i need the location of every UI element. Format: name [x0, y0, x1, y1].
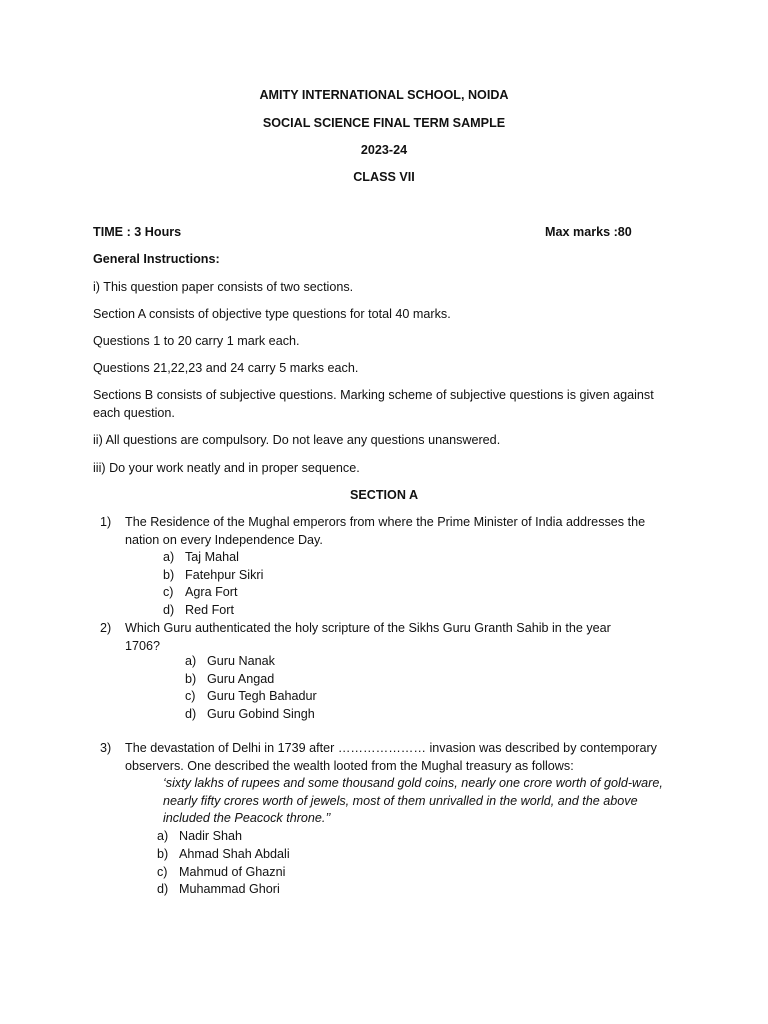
option-text: Guru Gobind Singh [207, 707, 315, 721]
option [157, 881, 280, 899]
option-text: Nadir Shah [179, 829, 243, 843]
option [163, 602, 234, 620]
option-letter: b) [163, 568, 175, 582]
question-text: Which Guru authenticated the holy scripture of the Sikhs Guru Granth Sahib in the year 1706? [125, 621, 611, 653]
option [185, 653, 275, 671]
option-text: Guru Nanak [207, 654, 275, 668]
instruction-line: Section A consists of objective type questions for total 40 marks. [93, 307, 451, 321]
option-letter: a) [185, 654, 197, 668]
option-text: Guru Tegh Bahadur [207, 689, 317, 703]
option-letter: b) [185, 672, 197, 686]
instructions-heading: General Instructions: [93, 252, 220, 266]
school-name: AMITY INTERNATIONAL SCHOOL, NOIDA [259, 88, 509, 102]
option-letter: a) [163, 550, 175, 564]
academic-year: 2023-24 [360, 143, 408, 157]
question-number: 2) [100, 621, 112, 635]
option-letter: d) [163, 603, 175, 617]
option-letter: c) [185, 689, 196, 703]
question-quote: ‘sixty lakhs of rupees and some thousand gold coins, nearly one crore worth of gold-ware, nearly fifty crores worth of jewels, most of them unrivalled in the world, and the above included the Peacock throne.’’ [163, 776, 663, 826]
option-letter: c) [163, 585, 174, 599]
instruction-line: ii) All questions are compulsory. Do not leave any questions unanswered. [93, 433, 501, 447]
question-number: 3) [100, 741, 112, 755]
option [185, 688, 317, 706]
instruction-line: Questions 21,22,23 and 24 carry 5 marks each. [93, 361, 359, 375]
option [163, 584, 238, 602]
option-text: Muhammad Ghori [179, 882, 280, 896]
class-label: CLASS VII [353, 170, 415, 184]
option [157, 828, 242, 846]
option [163, 549, 239, 567]
max-marks: Max marks :80 [545, 225, 632, 239]
option-text: Fatehpur Sikri [185, 568, 264, 582]
option [157, 864, 285, 882]
question-text: The devastation of Delhi in 1739 after ………………… invasion was described by contemporary observers. One described the wealth looted from the Mughal treasury as follows: [125, 741, 657, 773]
instruction-line: Sections B consists of subjective questions. Marking scheme of subjective questions is given against each question. [93, 388, 654, 420]
option-text: Mahmud of Ghazni [179, 865, 286, 879]
instruction-line: iii) Do your work neatly and in proper sequence. [93, 461, 360, 475]
instruction-line: Questions 1 to 20 carry 1 mark each. [93, 334, 300, 348]
option [185, 671, 274, 689]
option [157, 846, 290, 864]
option-letter: a) [157, 829, 169, 843]
option [163, 567, 263, 585]
exam-time: TIME : 3 Hours [93, 225, 182, 239]
question-text: The Residence of the Mughal emperors from where the Prime Minister of India addresses the nation on every Independence Day. [125, 515, 646, 547]
option-text: Red Fort [185, 603, 234, 617]
instruction-line: i) This question paper consists of two sections. [93, 280, 354, 294]
option-letter: c) [157, 865, 168, 879]
question-number: 1) [100, 515, 112, 529]
option-letter: d) [157, 882, 169, 896]
option-text: Ahmad Shah Abdali [179, 847, 290, 861]
exam-title: SOCIAL SCIENCE FINAL TERM SAMPLE [262, 116, 506, 130]
option-text: Taj Mahal [185, 550, 239, 564]
option-letter: b) [157, 847, 169, 861]
section-a-title: SECTION A [349, 488, 419, 502]
option-text: Guru Angad [207, 672, 275, 686]
option [185, 706, 315, 724]
option-letter: d) [185, 707, 197, 721]
option-text: Agra Fort [185, 585, 238, 599]
